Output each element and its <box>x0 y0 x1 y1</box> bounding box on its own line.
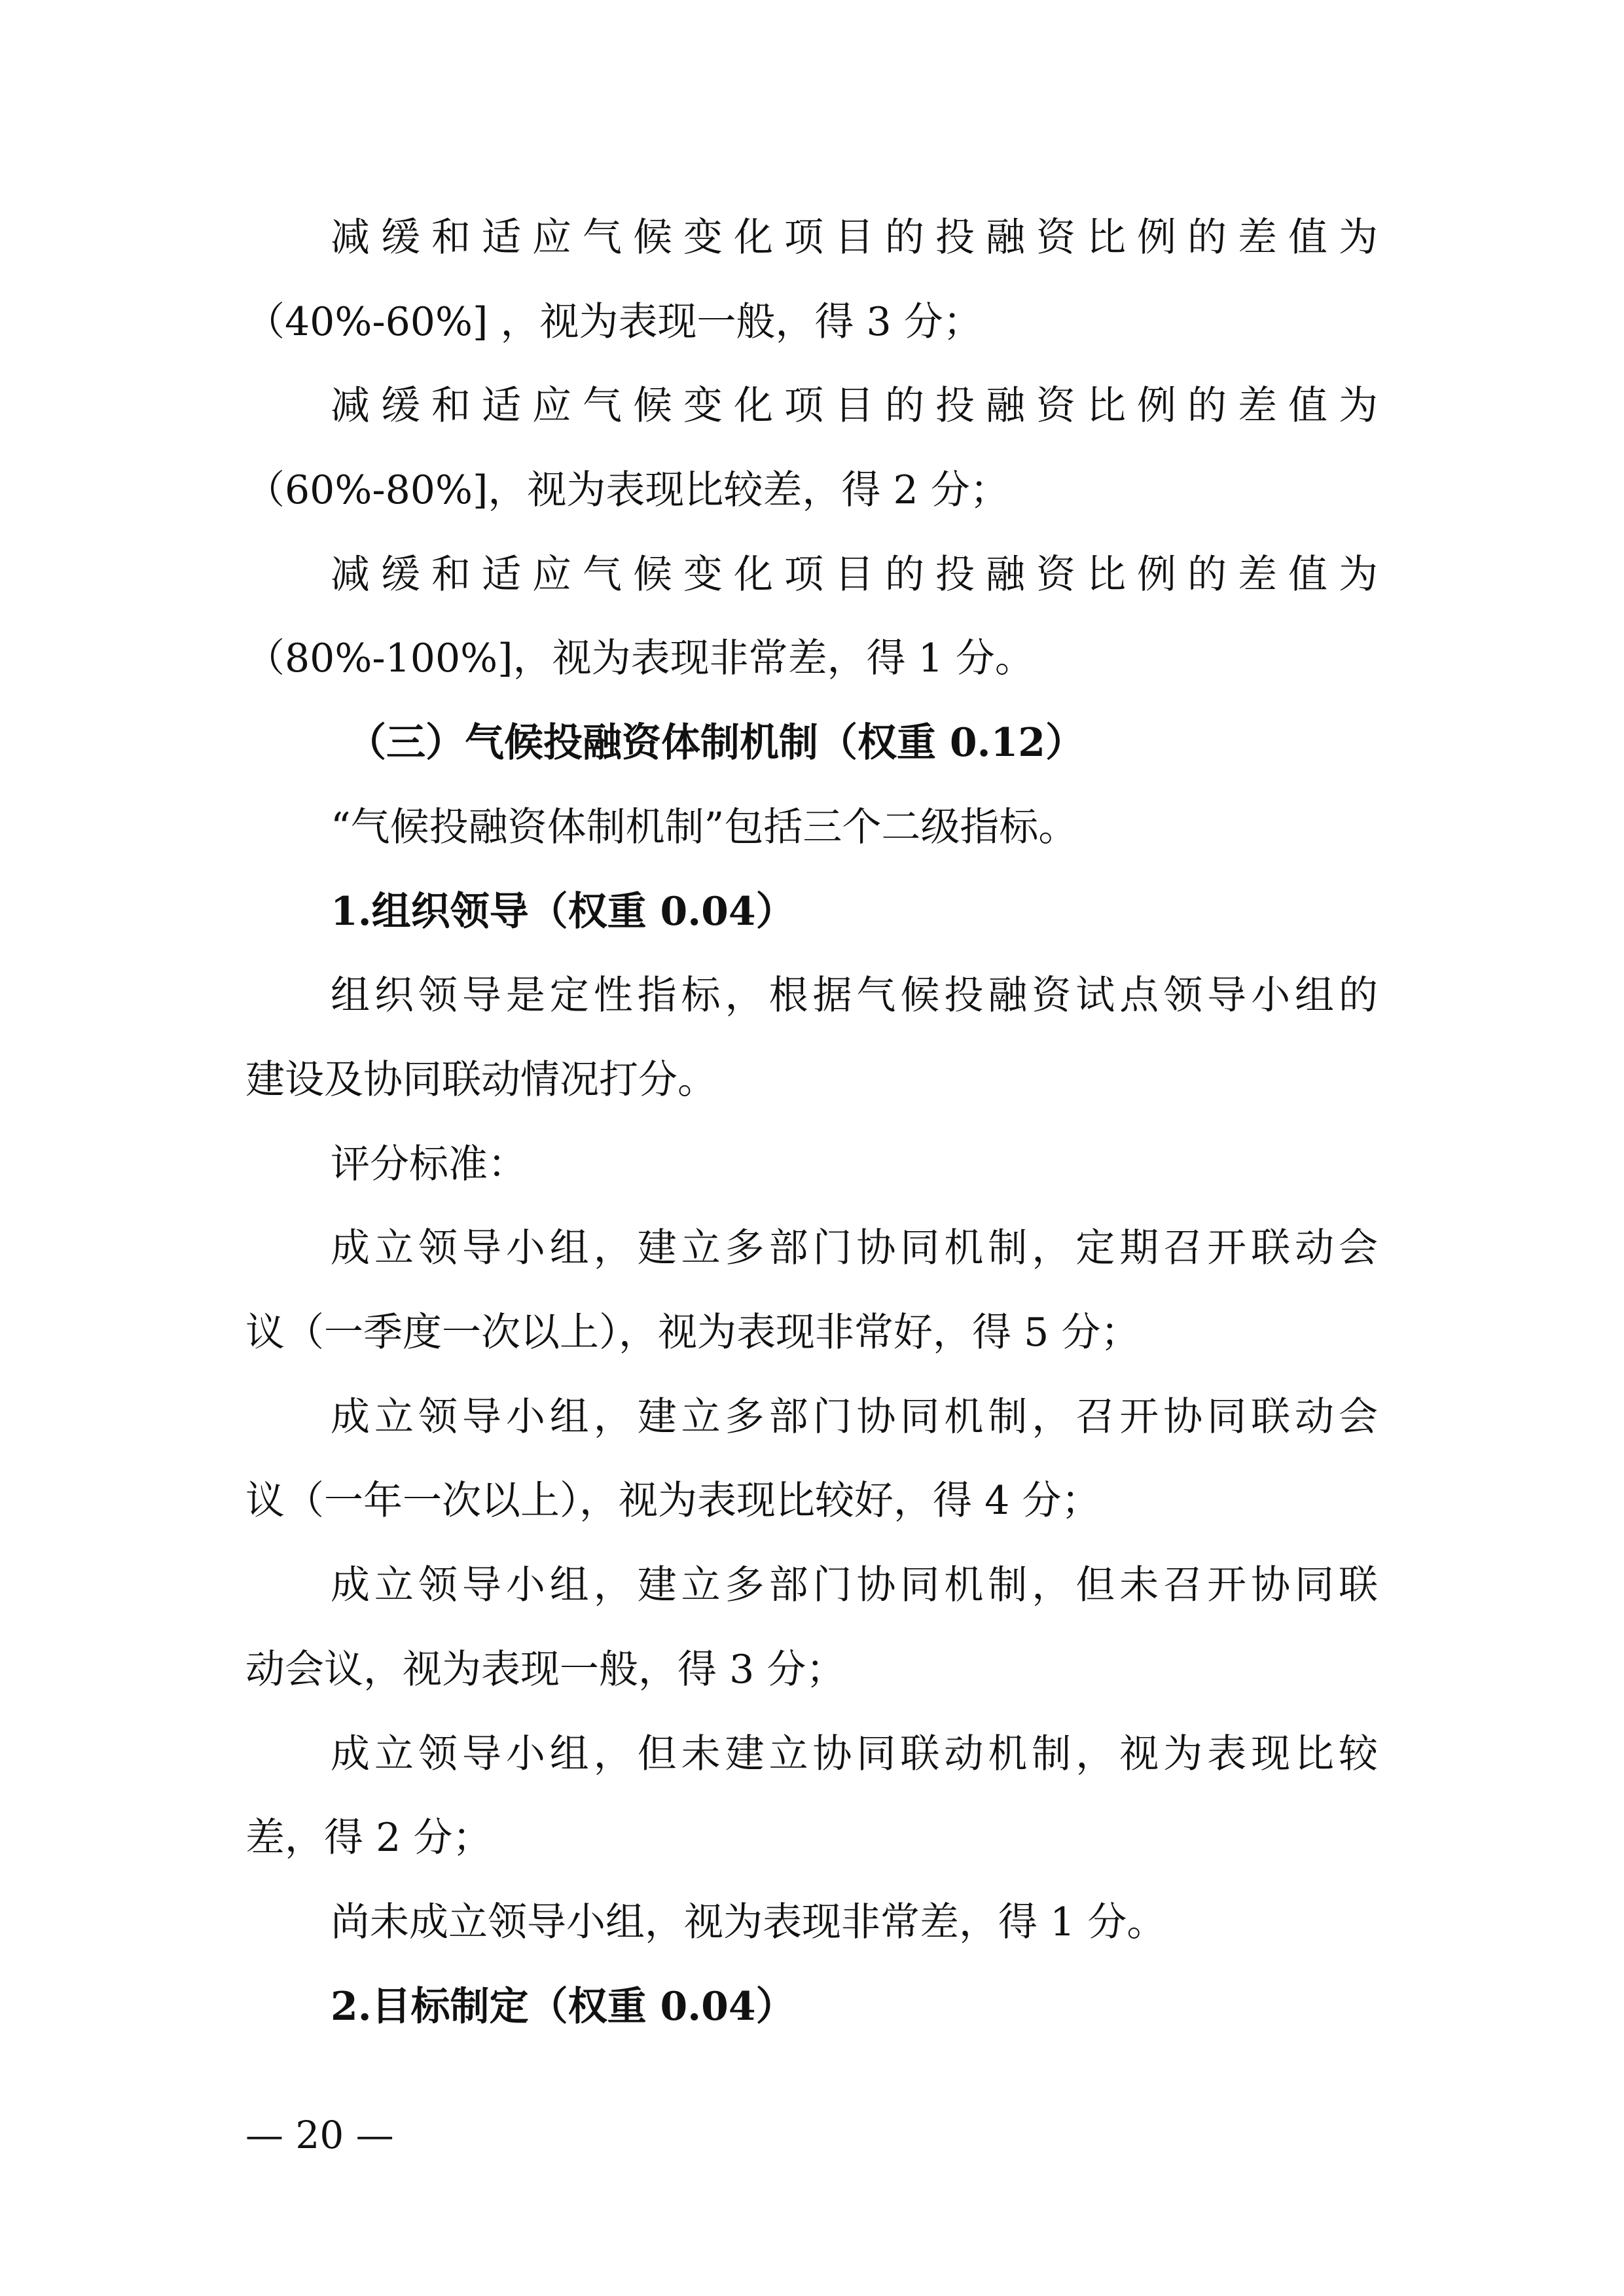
body-line: （80%-100%]，视为表现非常差，得 1 分。 <box>245 636 1034 681</box>
body-line: 差，得 2 分； <box>245 1815 492 1861</box>
body-line: 议（一年一次以上），视为表现比较好，得 4 分； <box>245 1478 1101 1524</box>
subsection-heading: 2.目标制定（权重 0.04） <box>331 1984 795 2030</box>
body-line: 减缓和适应气候变化项目的投融资比例的差值为 <box>331 552 1378 598</box>
body-line: （40%-60%] ，视为表现一般，得 3 分； <box>245 299 983 345</box>
body-line: （60%-80%]，视为表现比较差，得 2 分； <box>245 467 1009 513</box>
body-line: 成立领导小组，建立多部门协同机制，召开协同联动会 <box>331 1394 1378 1440</box>
section-heading: （三）气候投融资体制机制（权重 0.12） <box>347 720 1085 766</box>
body-line: 尚未成立领导小组，视为表现非常差，得 1 分。 <box>331 1899 1166 1945</box>
body-line: 建设及协同联动情况打分。 <box>245 1057 717 1103</box>
body-line: 议（一季度一次以上），视为表现非常好，得 5 分； <box>245 1310 1140 1355</box>
page-number: — 20 — <box>245 2113 394 2157</box>
body-line: 成立领导小组，建立多部门协同机制，定期召开联动会 <box>331 1225 1378 1271</box>
body-line: “气候投融资体制机制”包括三个二级指标。 <box>331 804 1078 850</box>
body-line: 成立领导小组，建立多部门协同机制，但未召开协同联 <box>331 1562 1378 1608</box>
body-line: 成立领导小组，但未建立协同联动机制，视为表现比较 <box>331 1731 1378 1777</box>
subsection-heading: 1.组织领导（权重 0.04） <box>331 889 795 935</box>
body-line: 减缓和适应气候变化项目的投融资比例的差值为 <box>331 383 1378 429</box>
body-line: 动会议，视为表现一般，得 3 分； <box>245 1647 846 1693</box>
body-line: 评分标准： <box>331 1141 527 1187</box>
body-line: 组织领导是定性指标，根据气候投融资试点领导小组的 <box>331 973 1378 1018</box>
body-line: 减缓和适应气候变化项目的投融资比例的差值为 <box>331 215 1378 260</box>
